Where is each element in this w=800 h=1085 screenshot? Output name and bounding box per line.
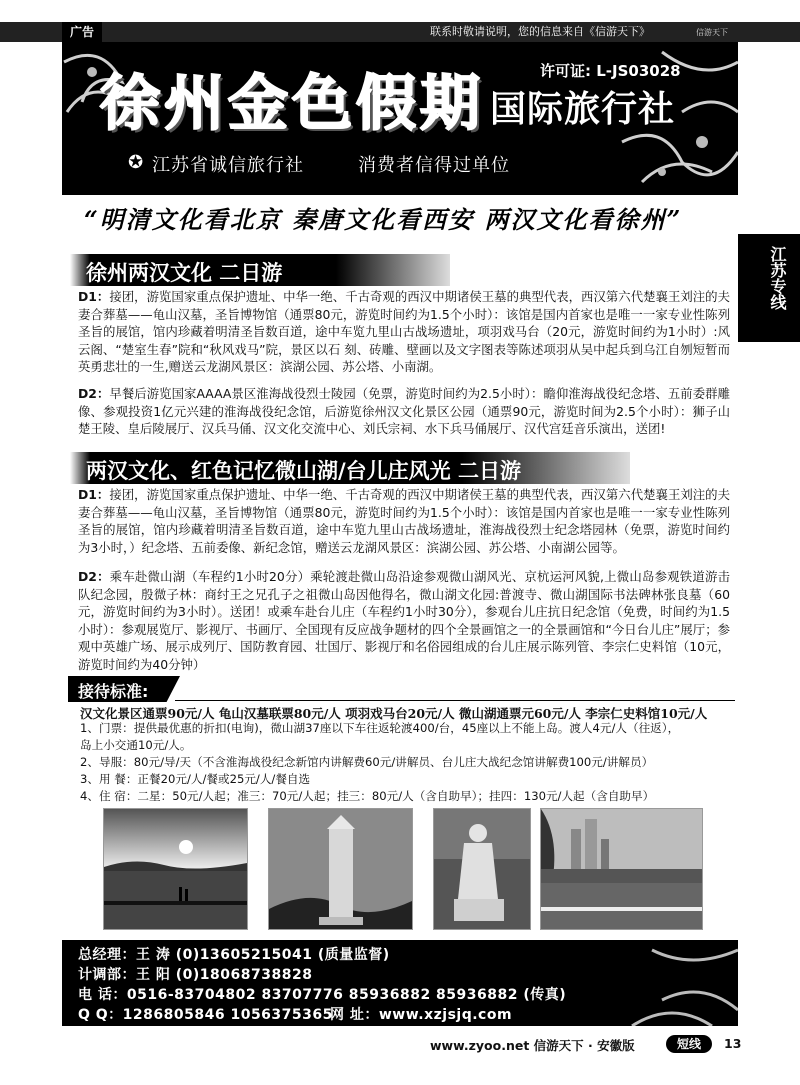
publication-footer: www.zyoo.net 信游天下 · 安徽版: [430, 1038, 635, 1053]
photo-lake-sunset: [103, 808, 248, 930]
day-label: D2：: [78, 569, 110, 584]
standards-label: 接待标准:: [78, 682, 149, 701]
standard-item: 3、用 餐：正餐20元/人/餐或25元/人/餐自选: [80, 772, 311, 786]
slogan: “明清文化看北京 秦唐文化看西安 两汉文化看徐州”: [84, 205, 683, 234]
itinerary-day: [78, 385, 730, 438]
city-river-image: [541, 809, 702, 929]
brand-subtitle: 国际旅行社: [490, 89, 676, 130]
photo-statue: [433, 808, 531, 930]
day-text: 接团，游览国家重点保护遗址、中华一绝、千古奇观的西汉中期诸侯王墓的典型代表，西汉第六代楚襄王刘注的夫妻合葬墓——龟山汉墓，圣旨博物馆（通票80元，游览时间约为1.5个小时）：该馆是国内首家也是唯一一家专业性陈列圣旨的展馆，馆内珍藏着明清圣旨数百道，途中车览九里山古战场遗址，淮海战役烈士纪念塔园林（免票，游览时间约为3小时，）纪念塔、五前委像、新纪念馆，赠送云龙湖风景区：滨湖公园、苏公塔、小南湖公园等。: [78, 487, 730, 555]
photo-monument: [268, 808, 413, 930]
certification-1: 江苏省诚信旅行社: [152, 155, 304, 176]
statue-image: [434, 809, 530, 929]
award-icon: ✪: [128, 152, 144, 173]
license-number: 许可证: L-JS03028: [540, 62, 681, 80]
side-tab-label: 江苏专线: [768, 246, 787, 310]
lake-sunset-image: [104, 809, 247, 929]
phone-contact: 电 话：0516-83704802 83707776 85936882 85936882 (传真): [78, 987, 567, 1003]
page-number: 13: [724, 1036, 742, 1051]
day-label: D1：: [78, 487, 110, 502]
day-label: D2：: [78, 386, 110, 401]
standard-item: 岛上小交通10元/人。: [80, 738, 192, 752]
itinerary-day: [78, 288, 730, 376]
day-text: 接团，游览国家重点保护遗址、中华一绝、千古奇观的西汉中期诸侯王墓的典型代表，西汉第六代楚襄王刘注的夫妻合葬墓——龟山汉墓，圣旨博物馆（通票80元，游览时间约为1.5个小时）：该馆是国内首家也是唯一一家专业性陈列圣旨的展馆，馆内珍藏着明清圣旨数百道，途中车览九里山古战场遗址，项羽戏马台（20元，游览时间约为1小时）:风云阁、“楚室生春”院和“秋风戏马”院，景区以石 刻、砖雕、壁画以及文字图表等陈述项羽从吴中起兵到乌江自刎短暂而英勇悲壮的一生,赠送云龙湖风景区：滨湖公园、苏公塔、小南湖。: [78, 289, 730, 375]
itinerary-day: [78, 486, 730, 556]
dispatch-contact: 计调部：王 阳 (0)18068738828: [78, 967, 313, 983]
top-logo: 信游天下: [696, 28, 728, 37]
divider: [175, 700, 735, 701]
photo-city-river: [540, 808, 703, 930]
section-badge: 短线: [666, 1035, 712, 1053]
monument-image: [269, 809, 412, 929]
price-summary: 汉文化景区通票90元/人 龟山汉墓联票80元/人 项羽戏马台20元/人 微山湖通票元60元/人 李宗仁史料馆10元/人: [80, 706, 708, 721]
day-label: D1：: [78, 289, 110, 304]
standard-item: 2、导服：80元/导/天（不含淮海战役纪念新馆内讲解费60元/讲解员、台儿庄大战纪念馆讲解费100元/讲解员）: [80, 755, 654, 769]
standard-item: 4、住 宿：二星：50元/人起；准三：70元/人起；挂三：80元/人（含自助早）；挂四：130元/人起（含自助早）: [80, 789, 655, 803]
day-text: 乘车赴微山湖（车程约1小时20分）乘轮渡赴微山岛沿途参观微山湖风光、京杭运河风貌,上微山岛参观铁道游击队纪念园，殷微子林：商纣王之兄孔子之祖微山岛因他得名，微山湖文化园:普渡寺、微山湖国际书法碑林张良墓（60元，游览时间约为3小时）。送团！或乘车赴台儿庄（车程约1小时30分），参观台儿庄抗日纪念馆（免费，时间约为1.5小时）：参观展览厅、影视厅、书画厅、全国现有反应战争题材的四个全景画馆之一的全景画馆和“今日台儿庄”展厅；参观中英雄广场、展示成列厅、国防教育园、壮国厅、影视厅和名俗园组成的台儿庄展示陈列管、李宗仁史料馆（10元，游览时间约为40分钟）: [78, 569, 730, 672]
route-title: 两汉文化、红色记忆微山湖/台儿庄风光 二日游: [86, 459, 521, 483]
manager-contact: 总经理：王 涛 (0)13605215041 (质量监督): [78, 947, 390, 963]
brand-name: 徐州金色假期: [100, 69, 484, 139]
qq-contact: Q Q：1286805846 1056375365: [78, 1007, 333, 1023]
day-text: 早餐后游览国家AAAA景区淮海战役烈士陵园（免票，游览时间约为2.5小时）：瞻仰淮海战役纪念塔、五前委群雕像、参观投资1亿元兴建的淮海战役纪念馆，后游览徐州汉文化景区公园（通票90元，游览时间为2.5个小时）：狮子山楚王陵、皇后陵展厅、汉兵马俑、汉文化交流中心、刘氏宗祠、水下兵马俑展厅、汉代宫廷音乐演出，送团!: [78, 386, 730, 437]
itinerary-day: [78, 568, 730, 674]
route-title: 徐州两汉文化 二日游: [86, 261, 283, 285]
ad-tag: 广告: [62, 22, 102, 42]
certification-2: 消费者信得过单位: [358, 155, 510, 176]
standard-item: 1、门票：提供最优惠的折扣(电询)，微山湖37座以下车往返轮渡400/台，45座以上不能上岛。渡人4元/人（往返），: [80, 721, 680, 735]
website-contact: 网 址：www.xzjsjq.com: [330, 1007, 513, 1023]
top-notice: 联系时敬请说明，您的信息来自《信游天下》: [430, 25, 650, 38]
